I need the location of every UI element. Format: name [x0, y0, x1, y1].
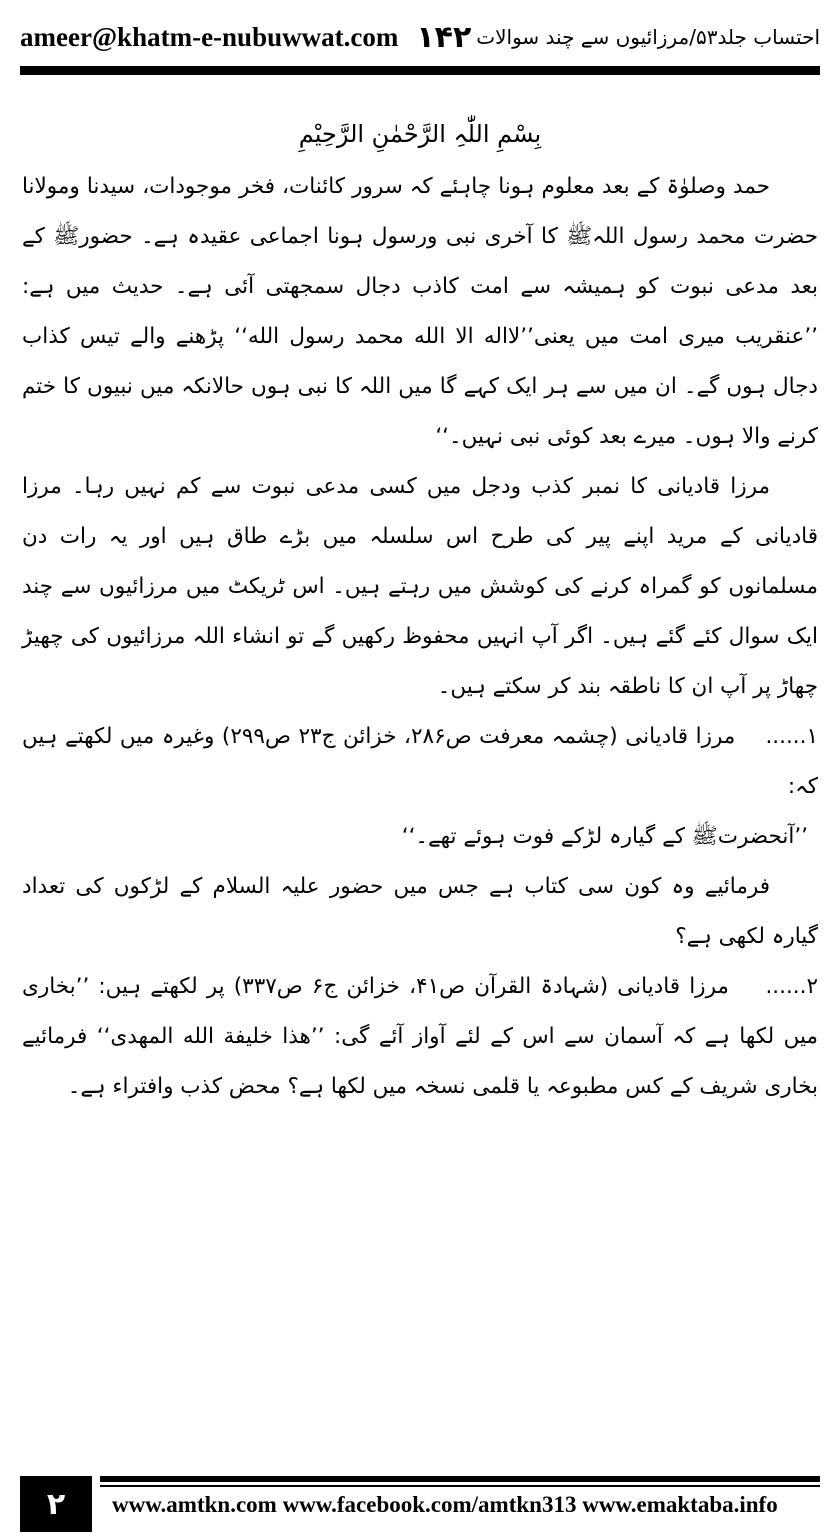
page-footer: [20, 1476, 820, 1532]
bismillah: بِسْمِ اللّٰہِ الرَّحْمٰنِ الرَّحِیْمِ: [298, 120, 542, 148]
intro-text: حمد وصلوٰۃ کے بعد معلوم ہونا چاہئے کہ سرور کائنات، فخر موجودات، سیدنا ومولانا حضرت محمد رسول اللہﷺ کا آخری نبی ورسول ہونا اجماعی عقیدہ ہے۔ حضورﷺ کے بعد مدعی نبوت کو ہمیشہ سے امت کاذب دجال سمجھتی آئی ہے۔ حدیث میں ہے: ’’عنقریب میری امت میں یعنی’’: [22, 174, 818, 349]
intro-text-tail: ‘‘ پڑھنے والے تیس کذاب دجال ہوں گے۔ ان میں سے ہر ایک کہے گا میں اللہ کا نبی ہوں حالانکہ میں نبیوں کا ختم کرنے والا ہوں۔ میرے بعد کوئی نبی نہیں۔‘‘: [22, 324, 818, 449]
question-2-paragraph: [22, 962, 818, 1112]
footer-links[interactable]: www.amtkn.com www.facebook.com/amtkn313 www.emaktaba.info: [112, 1492, 778, 1517]
header-running-title: احتساب جلد۵۳/مرزائیوں سے چند سوالات: [476, 25, 820, 49]
question-2-number: ۲......: [765, 974, 819, 999]
khalifa-quote: هذا خليفة الله المهدى: [110, 1024, 311, 1049]
second-paragraph: مرزا قادیانی کا نمبر کذب ودجل میں کسی مدعی نبوت سے کم نہیں رہا۔ مرزا قادیانی کے مرید اپنے پیر کی طرح اس سلسلہ میں بڑے طاق ہیں اور یہ رات دن مسلمانوں کو گمراہ کرنے کی کوشش میں رہتے ہیں۔ اس ٹریکٹ میں مرزائیوں سے چند ایک سوال کئے گئے ہیں۔ اگر آپ انہیں محفوظ رکھیں گے تو انشاء اللہ مرزائیوں کی چھیڑ چھاڑ پر آپ ان کا ناطقہ بند کر سکتے ہیں۔: [22, 474, 818, 699]
header-email[interactable]: ameer@khatm-e-nubuwwat.com: [20, 21, 399, 52]
question-1-quote: ’’آنحضرتﷺ کے گیارہ لڑکے فوت ہوئے تھے۔‘‘: [401, 824, 808, 849]
header-rule: [20, 66, 820, 75]
page-header: [20, 14, 820, 60]
kalima-quote: لااله الا الله محمد رسول الله: [247, 324, 521, 349]
question-1-text: مرزا قادیانی (چشمہ معرفت ص۲۸۶، خزائن ج۲۳ ص۲۹۹) وغیرہ میں لکھتے ہیں کہ:: [22, 724, 818, 799]
page-body: [22, 108, 818, 1460]
footer-page-box: ۲: [20, 1476, 92, 1532]
question-1-heading: [22, 712, 818, 812]
question-2-tail: ‘‘ فرمائیے بخاری شریف کے کس مطبوعہ یا قلمی نسخہ میں لکھا ہے؟ محض کذب وافتراء ہے۔: [22, 1024, 818, 1099]
footer-rule-thin: [100, 1485, 820, 1487]
header-left-group: [20, 20, 471, 55]
question-2-text: مرزا قادیانی (شہادۃ القرآن ص۴۱، خزائن ج۶ ص۳۳۷) پر لکھتے ہیں: ’’بخاری میں لکھا ہے کہ آسمان سے اس کے لئے آواز آئے گی: ’’: [22, 974, 819, 1049]
intro-paragraph: [22, 162, 818, 462]
footer-rule-thick: [100, 1476, 820, 1482]
question-1-number: ۱......: [765, 724, 819, 749]
question-1-question: فرمائیے وہ کون سی کتاب ہے جس میں حضور علیہ السلام کے لڑکوں کی تعداد گیارہ لکھی ہے؟: [22, 874, 818, 949]
header-page-number: ۱۴۲: [416, 19, 472, 55]
